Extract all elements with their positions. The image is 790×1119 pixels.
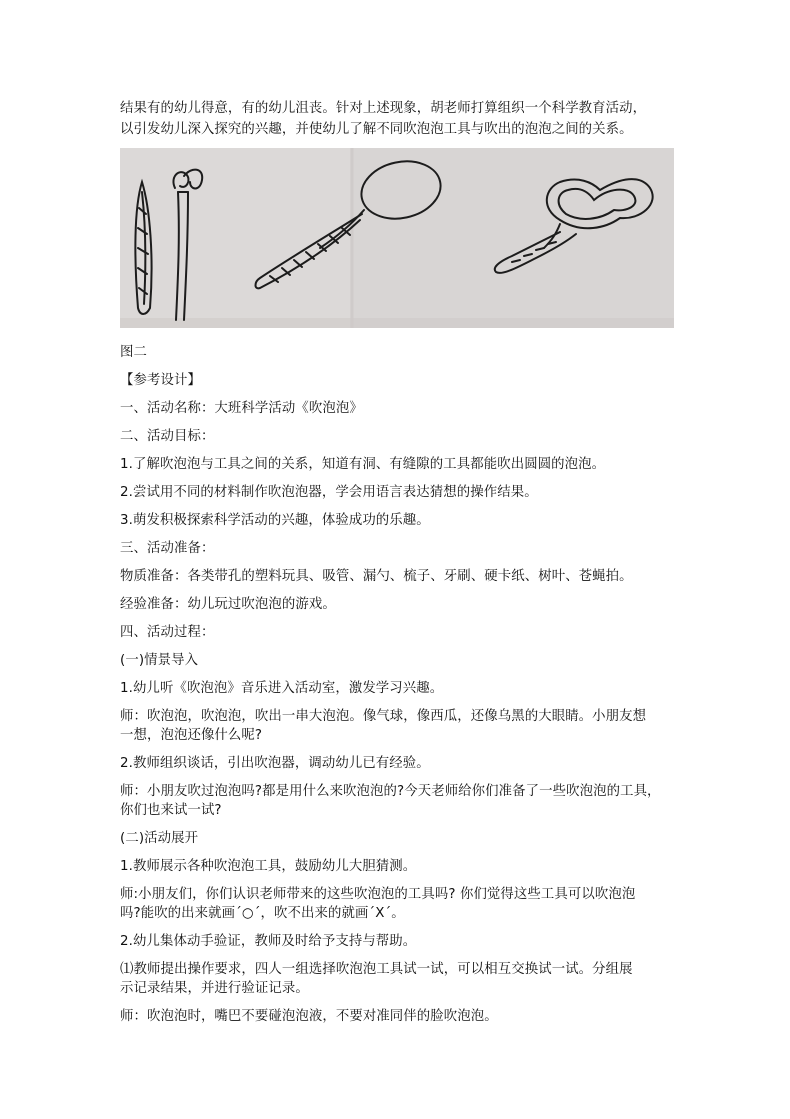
intro-line-2: 以引发幼儿深入探究的兴趣，并使幼儿了解不同吹泡泡工具与吹出的泡泡之间的关系。 bbox=[120, 122, 633, 137]
part-2-heading: (二)活动展开 bbox=[120, 831, 199, 846]
goal-3: 3.萌发积极探索科学活动的兴趣，体验成功的乐趣。 bbox=[120, 513, 430, 528]
bubble-tools-drawing bbox=[120, 148, 674, 328]
experience-preparation: 经验准备：幼儿玩过吹泡泡的游戏。 bbox=[120, 597, 336, 612]
material-preparation: 物质准备：各类带孔的塑料玩具、吸管、漏勺、梳子、牙刷、硬卡纸、树叶、苍蝇拍。 bbox=[120, 569, 633, 584]
part-2-teacher-line-1b: 吗?能吹的出来就画ˊ○ˊ，吹不出来的就画ˊXˊ。 bbox=[120, 906, 405, 921]
part-2-teacher-line-1a: 师:小朋友们，你们认识老师带来的这些吹泡泡的工具吗? 你们觉得这些工具可以吹泡泡 bbox=[120, 887, 636, 902]
process-heading: 四、活动过程： bbox=[120, 625, 215, 640]
intro-line-1: 结果有的幼儿得意，有的幼儿沮丧。针对上述现象，胡老师打算组织一个科学教育活动， bbox=[120, 101, 647, 116]
preparation-heading: 三、活动准备： bbox=[120, 541, 215, 556]
goals-heading: 二、活动目标： bbox=[120, 429, 215, 444]
part-2-item-1: 1.教师展示各种吹泡泡工具，鼓励幼儿大胆猜测。 bbox=[120, 859, 417, 874]
figure-caption: 图二 bbox=[120, 345, 147, 360]
activity-name: 一、活动名称：大班科学活动《吹泡泡》 bbox=[120, 401, 363, 416]
reference-design-heading: 【参考设计】 bbox=[120, 373, 201, 388]
part-1-teacher-line-2b: 你们也来试一试? bbox=[120, 803, 222, 818]
part-2-sub-1a: ⑴教师提出操作要求，四人一组选择吹泡泡工具试一试，可以相互交换试一试。分组展 bbox=[120, 962, 633, 977]
part-2-item-2: 2.幼儿集体动手验证，教师及时给予支持与帮助。 bbox=[120, 934, 417, 949]
part-1-teacher-line-1b: 一想，泡泡还像什么呢? bbox=[120, 728, 263, 743]
part-1-teacher-line-1a: 师：吹泡泡，吹泡泡，吹出一串大泡泡。像气球，像西瓜，还像乌黑的大眼睛。小朋友想 bbox=[120, 709, 647, 724]
part-2-teacher-line-2: 师：吹泡泡时，嘴巴不要碰泡泡液，不要对准同伴的脸吹泡泡。 bbox=[120, 1009, 498, 1024]
part-2-sub-1b: 示记录结果，并进行验证记录。 bbox=[120, 981, 309, 996]
bubble-tools-sketch bbox=[120, 148, 674, 328]
part-1-heading: (一)情景导入 bbox=[120, 653, 199, 668]
goal-2: 2.尝试用不同的材料制作吹泡泡器，学会用语言表达猜想的操作结果。 bbox=[120, 485, 538, 500]
part-1-item-2: 2.教师组织谈话，引出吹泡器，调动幼儿已有经验。 bbox=[120, 756, 430, 771]
part-1-teacher-line-2a: 师：小朋友吹过泡泡吗?都是用什么来吹泡泡的?今天老师给你们准备了一些吹泡泡的工具， bbox=[120, 784, 661, 799]
part-1-item-1: 1.幼儿听《吹泡泡》音乐进入活动室，激发学习兴趣。 bbox=[120, 681, 444, 696]
goal-1: 1.了解吹泡泡与工具之间的关系，知道有洞、有缝隙的工具都能吹出圆圆的泡泡。 bbox=[120, 457, 606, 472]
